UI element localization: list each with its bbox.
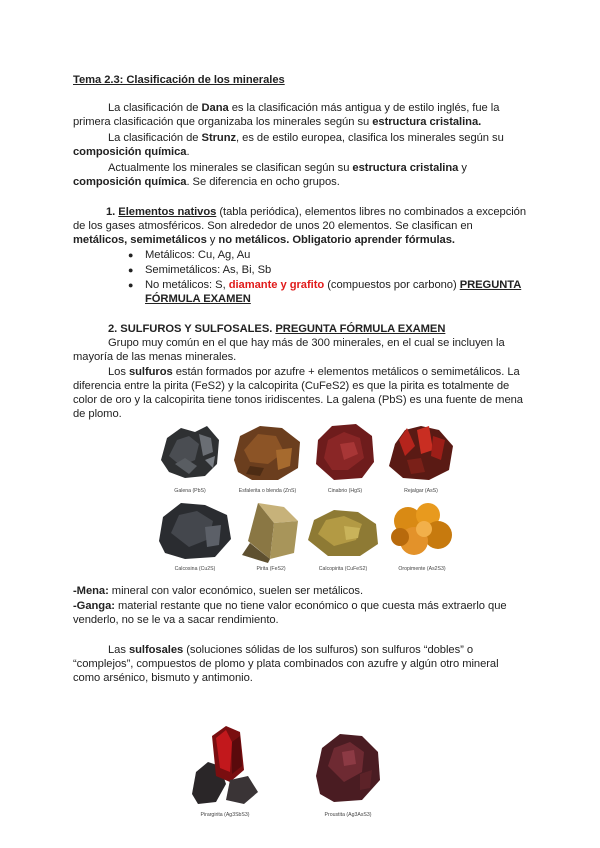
bullet-item-continuation: FÓRMULA EXAMEN (145, 293, 251, 305)
mineral-caption: Rejalgar (AsS) (404, 488, 438, 494)
section-1-heading: 1. Elementos nativos (tabla periódica), elementos libres no combinados a excepción (106, 206, 527, 218)
mineral-caption: Galena (PbS) (174, 488, 206, 494)
orpiment-mineral-image (384, 497, 460, 565)
section-2-line: color de oro y la calcopirita tiene tonos iridiscentes. La galena (PbS) es una fuente de mena (73, 394, 523, 406)
page-title: Tema 2.3: Clasificación de los minerales (73, 74, 285, 86)
definition-ganga-continuation: venderlo, no se le va a sacar rendimiento. (73, 614, 279, 626)
bullet-item: No metálicos: S, diamante y grafito (compuestos por carbono) PREGUNTA (145, 279, 522, 291)
bullet-item: Semimetálicos: As, Bi, Sb (145, 264, 272, 276)
bullet-item: Metálicos: Cu, Ag, Au (145, 249, 251, 261)
section-2-line: de plomo. (73, 408, 122, 420)
intro-line: composición química. Se diferencia en ocho grupos. (73, 176, 340, 188)
section-2-line: mayoría de las menas minerales. (73, 351, 237, 363)
section-1-line: de los gases atmosféricos. Son alrededor de unos 20 elementos. Se clasifican en (73, 220, 473, 232)
intro-line: Actualmente los minerales se clasifican según su estructura cristalina y (108, 162, 467, 174)
section-2-line: Los sulfuros están formados por azufre + elementos metálicos o semimetálicos. La (108, 366, 520, 378)
intro-line: composición química. (73, 146, 190, 158)
mineral-caption: Pirita (FeS2) (256, 566, 286, 572)
section-2-line: Grupo muy común en el que hay más de 300 minerales, en el cual se incluyen la (108, 337, 505, 349)
mineral-caption: Calcopirita (CuFeS2) (318, 566, 368, 572)
galena-mineral-image (155, 420, 225, 486)
mineral-caption: Esfalerita o blenda (ZnS) (238, 488, 297, 494)
definition-ganga: -Ganga: material restante que no tiene valor económico o que cuesta más extraerlo que (73, 600, 507, 612)
proustite-mineral-image (312, 726, 384, 808)
pyrargyrite-mineral-image (186, 722, 264, 810)
intro-line: primera clasificación que organizaba los minerales según su estructura cristalina. (73, 116, 482, 128)
pyrite-mineral-image (240, 497, 302, 565)
bullet-dot: ● (128, 250, 134, 260)
mineral-caption: Cinabrio (HgS) (327, 488, 363, 494)
mineral-caption: Oropimente (As2S3) (398, 566, 446, 572)
intro-line: La clasificación de Dana es la clasificación más antigua y de estilo inglés, fue la (108, 102, 500, 114)
section-2-heading: 2. SULFUROS Y SULFOSALES. PREGUNTA FÓRMULA EXAMEN (108, 323, 446, 335)
bullet-dot: ● (128, 265, 134, 275)
sphalerite-mineral-image (230, 420, 305, 486)
bullet-dot: ● (128, 280, 134, 290)
section-2-line: diferencia entre la pirita (FeS2) y la calcopirita (CuFeS2) es que la pirita es totalmente de (73, 380, 510, 392)
sulfosales-line: “complejos”, compuestos de plomo y plata combinados con azufre y algún otro mineral (73, 658, 499, 670)
mineral-caption: Proustita (Ag3AsS3) (324, 812, 372, 818)
cinnabar-mineral-image (310, 420, 380, 486)
intro-line: La clasificación de Strunz, es de estilo europea, clasifica los minerales según su (108, 132, 504, 144)
mineral-caption: Pirargirita (Ag3SbS3) (200, 812, 250, 818)
sulfosales-line: como arsénico, bismuto y antimonio. (73, 672, 253, 684)
sulfosales-line: Las sulfosales (soluciones sólidas de los sulfuros) son sulfuros “dobles” o (108, 644, 474, 656)
definition-mena: -Mena: mineral con valor económico, suelen ser metálicos. (73, 585, 364, 597)
realgar-mineral-image (385, 420, 457, 486)
section-1-line: metálicos, semimetálicos y no metálicos. Obligatorio aprender fórmulas. (73, 234, 455, 246)
chalcocite-mineral-image (155, 497, 235, 565)
chalcopyrite-mineral-image (304, 500, 382, 562)
mineral-caption: Calcosina (Cu2S) (174, 566, 216, 572)
